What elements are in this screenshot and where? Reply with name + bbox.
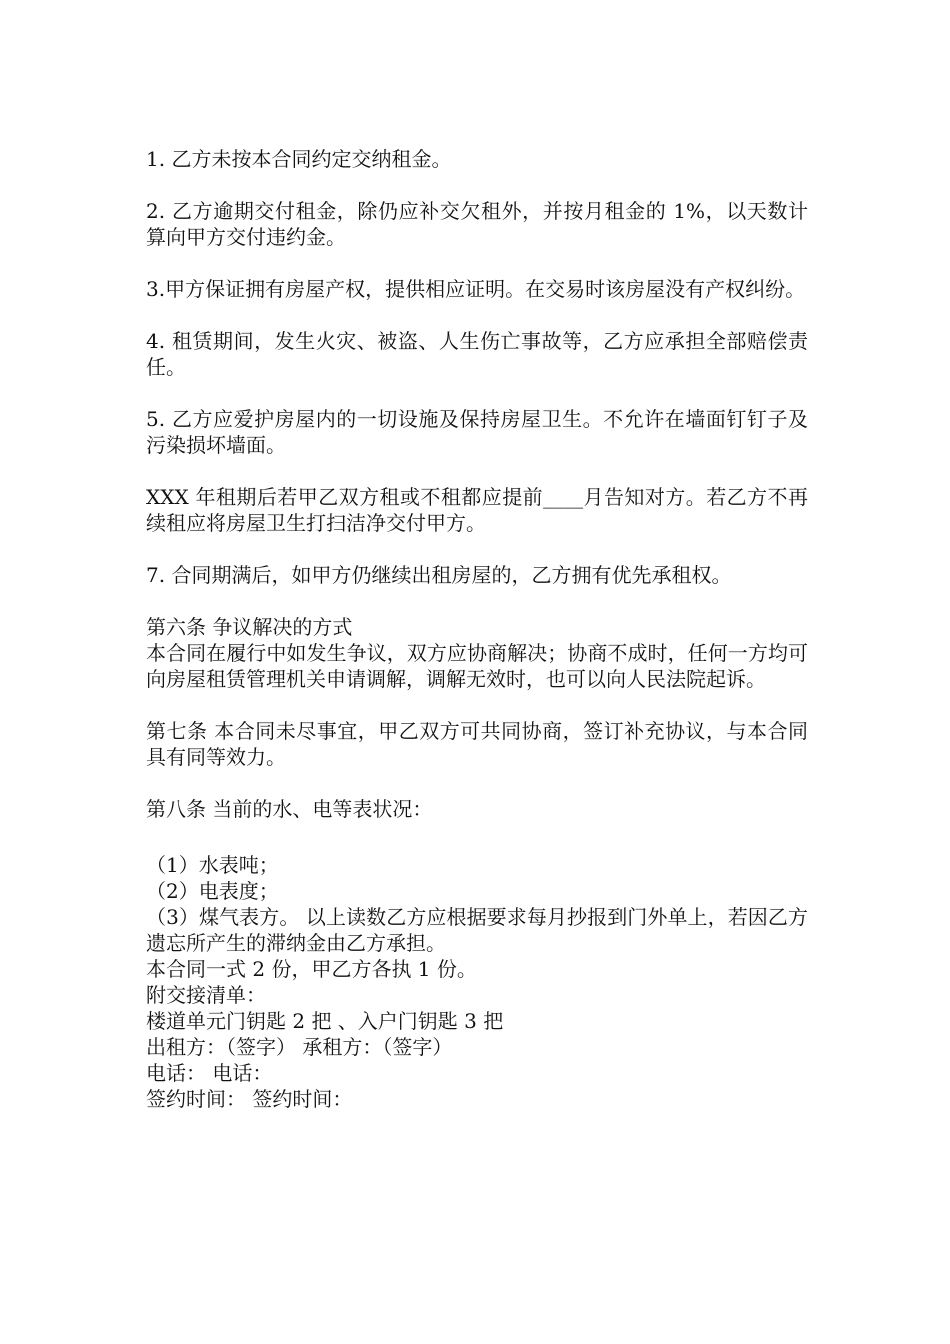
attachment-title: 附交接清单： [146,983,266,1007]
meter-power: （2）电表度； [146,879,279,903]
clause-6: XXX 年租期后若甲乙双方租或不租都应提前____月告知对方。若乙方不再续租应将房屋卫生打扫洁净交付甲方。 [146,485,808,535]
signature-phones: 电话： 电话： [146,1061,273,1085]
article-6-body: 本合同在履行中如发生争议，双方应协商解决；协商不成时，任何一方均可向房屋租赁管理机关申请调解，调解无效时，也可以向人民法院起诉。 [146,641,808,691]
signature-dates: 签约时间： 签约时间： [146,1087,353,1111]
meter-water: （1）水表吨； [146,853,279,877]
contract-page [146,146,808,1112]
signature-parties: 出租方：（签字） 承租方：（签字） [146,1035,453,1059]
attachment-items: 楼道单元门钥匙 2 把 、入户门钥匙 3 把 [146,1009,504,1033]
clause-3: 3.甲方保证拥有房屋产权，提供相应证明。在交易时该房屋没有产权纠纷。 [146,277,806,301]
meter-readings [146,852,808,956]
clause-2: 2. 乙方逾期交付租金，除仍应补交欠租外，并按月租金的 1%，以天数计算向甲方交付违约金。 [146,199,808,249]
copies-note: 本合同一式 2 份，甲乙方各执 1 份。 [146,957,477,981]
clause-7: 7. 合同期满后，如甲方仍继续出租房屋的，乙方拥有优先承租权。 [146,563,732,587]
article-6 [146,614,808,692]
clause-1: 1. 乙方未按本合同约定交纳租金。 [146,147,452,171]
article-8-heading: 第八条 当前的水、电等表状况： [146,797,433,821]
article-6-heading: 第六条 争议解决的方式 [146,615,353,639]
meter-gas: （3）煤气表方。 以上读数乙方应根据要求每月抄报到门外单上，若因乙方遗忘所产生的滞纳金由乙方承担。 [146,905,808,955]
article-7: 第七条 本合同未尽事宜，甲乙双方可共同协商，签订补充协议，与本合同具有同等效力。 [146,719,808,769]
clause-5: 5. 乙方应爱护房屋内的一切设施及保持房屋卫生。不允许在墙面钉钉子及污染损坏墙面。 [146,407,808,457]
clause-4: 4. 租赁期间，发生火灾、被盗、人生伤亡事故等，乙方应承担全部赔偿责任。 [146,329,808,379]
